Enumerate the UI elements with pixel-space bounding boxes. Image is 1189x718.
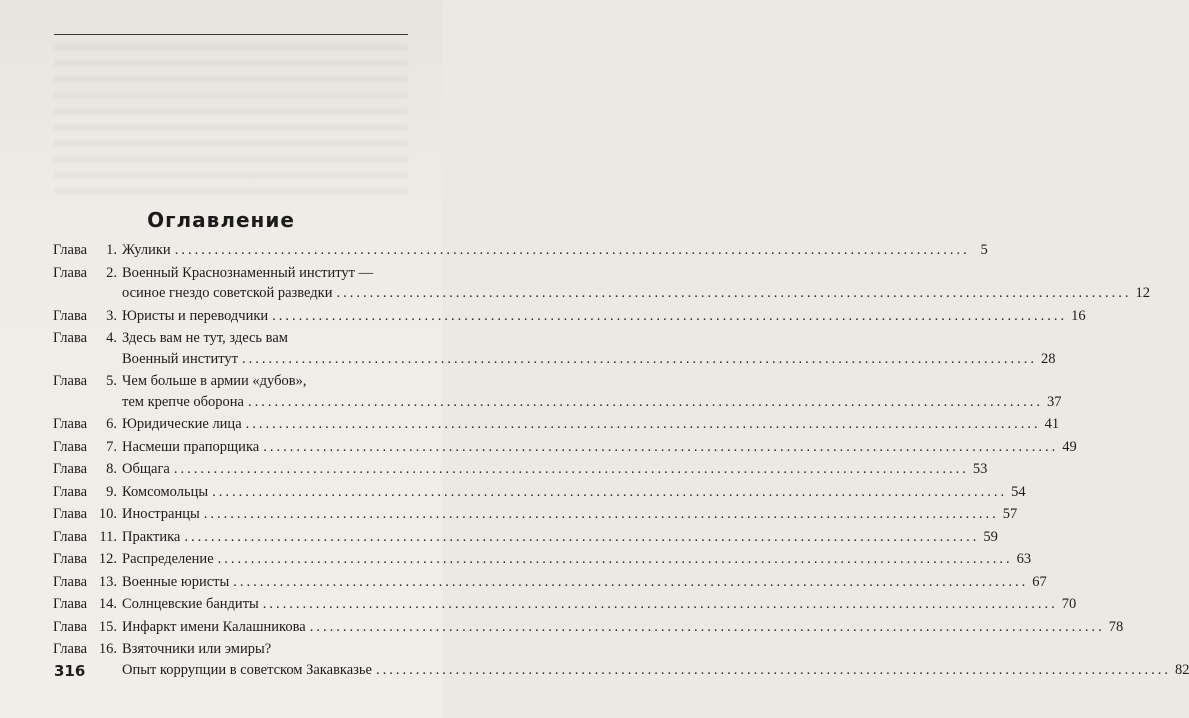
dot-leader: ........................................................................................................................ [336, 285, 1132, 301]
chapter-title-last-line [122, 240, 988, 261]
table-of-contents [53, 240, 1189, 682]
toc-entry [53, 328, 1056, 369]
chapter-title-text: Инфаркт имени Калашникова [122, 618, 306, 635]
page-reference: 41 [1044, 416, 1060, 432]
chapter-title-last-line [122, 549, 1032, 570]
chapter-title-text: Опыт коррупции в советском Закавказье [122, 661, 372, 678]
running-head-rule [54, 34, 408, 35]
chapter-label: Глава [53, 506, 88, 522]
toc-entry [53, 504, 1018, 525]
chapter-title [122, 504, 1018, 525]
dot-leader: ........................................................................................................................ [272, 307, 1068, 324]
toc-title: Оглавление [147, 208, 295, 232]
page-reference: 37 [1047, 393, 1062, 410]
page-reference: 28 [1040, 350, 1056, 367]
chapter-title-line: Взяточники или эмиры? [122, 641, 272, 657]
toc-entry [53, 263, 1150, 304]
dot-leader: ........................................................................................................................ [248, 393, 1043, 410]
dot-leader: ........................................................................................................................ [174, 242, 970, 258]
dot-leader: ........................................................................................................................ [245, 416, 1041, 432]
chapter-label: Глава [53, 551, 88, 567]
chapter-title-last-line [122, 572, 1047, 593]
toc-entry [53, 527, 998, 548]
chapter-title-last-line [122, 306, 1086, 327]
chapter-title-text: Практика [122, 528, 181, 545]
dot-leader: ........................................................................................................................ [203, 506, 999, 522]
dot-leader: ........................................................................................................................ [212, 483, 1008, 500]
chapter-label: Глава [53, 330, 88, 346]
toc-entry [53, 459, 988, 480]
chapter-label: Глава [53, 596, 88, 612]
chapter-number: 10. [98, 506, 117, 522]
chapter-label: Глава [53, 641, 88, 657]
page-reference: 54 [1011, 483, 1026, 500]
chapter-title [122, 437, 1077, 458]
chapter-title-last-line [122, 504, 1018, 525]
chapter-number: 11. [99, 528, 117, 545]
chapter-title-text: осиное гнездо советской разведки [122, 285, 333, 301]
toc-entry [53, 482, 1026, 503]
chapter-title-last-line [122, 660, 1189, 681]
chapter-title-text: Комсомольцы [122, 483, 209, 500]
chapter-number: 1. [106, 242, 117, 258]
dot-leader: ........................................................................................................................ [375, 661, 1171, 678]
chapter-number: 4. [106, 330, 117, 346]
chapter-title [122, 639, 1189, 680]
chapter-title-line: Здесь вам не тут, здесь вам [122, 330, 288, 346]
show-through-text [54, 44, 408, 194]
dot-leader: ........................................................................................................................ [173, 461, 969, 477]
chapter-title-text: Солнцевские бандиты [122, 596, 259, 612]
chapter-title [122, 371, 1062, 412]
chapter-title [122, 617, 1124, 638]
chapter-number: 7. [106, 438, 117, 455]
toc-entry [53, 240, 988, 261]
chapter-label: Глава [53, 242, 88, 258]
page-reference: 16 [1071, 307, 1086, 324]
chapter-title-text: Юридические лица [122, 416, 242, 432]
chapter-number: 13. [98, 573, 117, 590]
chapter-title-line: Чем больше в армии «дубов», [122, 373, 307, 389]
chapter-title [122, 527, 998, 548]
page-reference: 53 [972, 461, 988, 477]
toc-entry [53, 371, 1062, 412]
toc-entry [53, 594, 1077, 615]
chapter-title [122, 549, 1032, 570]
page-reference: 70 [1061, 596, 1077, 612]
chapter-title [122, 459, 988, 480]
page-reference: 59 [983, 528, 998, 545]
chapter-title-line: Военный Краснознаменный институт — [122, 264, 374, 281]
chapter-title-text: тем крепче оборона [122, 393, 244, 410]
toc-entry [53, 572, 1047, 593]
page-reference: 49 [1062, 438, 1077, 455]
chapter-label: Глава [53, 528, 88, 545]
dot-leader: ........................................................................................................................ [217, 551, 1013, 567]
chapter-title-text: Военный институт [122, 350, 238, 367]
dot-leader: ........................................................................................................................ [309, 618, 1105, 635]
chapter-number: 9. [106, 483, 117, 500]
chapter-title-text: Жулики [122, 242, 171, 258]
chapter-label: Глава [53, 264, 88, 281]
chapter-title-text: Насмеши прапорщика [122, 438, 260, 455]
chapter-title-last-line [122, 283, 1150, 304]
page-reference: 5 [980, 242, 988, 258]
page-reference: 67 [1032, 573, 1047, 590]
chapter-title-last-line [122, 349, 1056, 370]
dot-leader: ........................................................................................................................ [241, 350, 1037, 367]
toc-entry [53, 639, 1189, 680]
chapter-number: 8. [106, 461, 117, 477]
chapter-title [122, 482, 1026, 503]
chapter-title [122, 328, 1056, 369]
chapter-title-last-line [122, 414, 1060, 435]
chapter-label: Глава [53, 461, 88, 477]
chapter-label: Глава [53, 373, 88, 389]
chapter-title-last-line [122, 594, 1077, 615]
chapter-title-text: Военные юристы [122, 573, 230, 590]
dot-leader: ........................................................................................................................ [184, 528, 980, 545]
chapter-title [122, 414, 1060, 435]
chapter-title-last-line [122, 617, 1124, 638]
chapter-title [122, 572, 1047, 593]
dot-leader: ........................................................................................................................ [233, 573, 1029, 590]
chapter-title-last-line [122, 459, 988, 480]
chapter-title-text: Распределение [122, 551, 214, 567]
chapter-title-last-line [122, 392, 1062, 413]
page-reference: 12 [1135, 285, 1150, 301]
chapter-number: 16. [98, 641, 117, 657]
chapter-title [122, 306, 1086, 327]
chapter-number: 14. [98, 596, 117, 612]
chapter-label: Глава [53, 438, 88, 455]
chapter-number: 2. [106, 264, 117, 281]
chapter-label: Глава [53, 416, 88, 432]
chapter-title-last-line [122, 437, 1077, 458]
page-number: 316 [54, 662, 86, 680]
toc-entry [53, 414, 1060, 435]
chapter-label: Глава [53, 483, 88, 500]
dot-leader: ........................................................................................................................ [263, 438, 1059, 455]
toc-entry [53, 306, 1086, 327]
chapter-label: Глава [53, 618, 88, 635]
page-reference: 63 [1016, 551, 1032, 567]
chapter-title-text: Иностранцы [122, 506, 200, 522]
chapter-label: Глава [53, 573, 88, 590]
chapter-title-last-line [122, 527, 998, 548]
page-reference: 78 [1108, 618, 1124, 635]
chapter-title [122, 263, 1150, 304]
chapter-number: 5. [106, 373, 117, 389]
toc-entry [53, 549, 1032, 570]
chapter-title [122, 594, 1077, 615]
chapter-title [122, 240, 988, 261]
dot-leader: ........................................................................................................................ [262, 596, 1058, 612]
chapter-number: 12. [98, 551, 117, 567]
chapter-number: 6. [106, 416, 117, 432]
chapter-number: 3. [106, 307, 117, 324]
page-reference: 82 [1174, 661, 1189, 678]
toc-entry [53, 617, 1124, 638]
chapter-label: Глава [53, 307, 88, 324]
page-reference: 57 [1002, 506, 1018, 522]
chapter-title-last-line [122, 482, 1026, 503]
chapter-title-text: Юристы и переводчики [122, 307, 269, 324]
chapter-title-text: Общага [122, 461, 170, 477]
chapter-number: 15. [98, 618, 117, 635]
toc-entry [53, 437, 1077, 458]
